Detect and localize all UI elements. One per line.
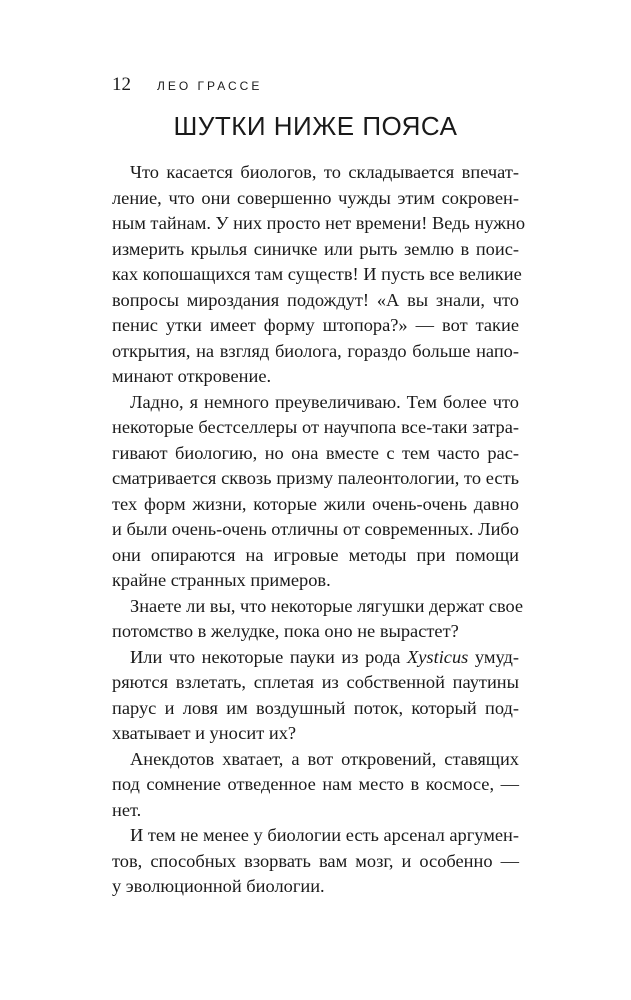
paragraph-6 — [112, 823, 519, 900]
page-header — [112, 74, 262, 98]
text-line: потомство в желудке, пока оно не вырастет? — [112, 621, 459, 641]
running-head: ЛЕО ГРАССЕ — [157, 79, 263, 93]
text-line: пенис утки имеет форму штопора?» — вот такие — [112, 315, 519, 335]
paragraph-2 — [112, 390, 519, 594]
text-run: Или что некоторые пауки из рода — [130, 646, 408, 667]
text-line: И тем не менее у биологии есть арсенал аргумен- — [130, 825, 519, 845]
paragraph-5 — [112, 747, 519, 824]
text-line: некоторые бестселлеры от научпопа все-таки затра- — [112, 417, 519, 437]
text-line: под сомнение отведенное нам место в космосе, — — [112, 774, 519, 794]
text-line: тов, способных взорвать вам мозг, и особенно — — [112, 850, 519, 871]
text-run: умуд- — [468, 646, 519, 667]
text-line: они опираются на игровые методы при помощи — [112, 544, 519, 565]
text-line: Ладно, я немного преувеличиваю. Тем более что — [130, 391, 519, 412]
text-line: и были очень-очень отличны от современных. Либо — [112, 519, 519, 539]
text-line: нет. — [112, 799, 142, 820]
page-number: 12 — [112, 74, 131, 95]
paragraph-1 — [112, 160, 526, 390]
text-line: у эволюционной биологии. — [112, 876, 325, 896]
text-line: гивают биологию, но она вместе с тем часто рас- — [112, 442, 519, 463]
text-line: измерить крылья синичке или рыть землю в поис- — [112, 238, 519, 259]
body-text — [112, 160, 526, 900]
paragraph-3 — [112, 594, 524, 645]
text-line: вопросы мироздания подождут! «А вы знали, что — [112, 289, 519, 310]
genus-name: Xysticus — [407, 646, 469, 667]
text-line: тех форм жизни, которые жили очень-очень давно — [112, 493, 519, 514]
text-line: Что касается биологов, то складывается впечат- — [130, 162, 519, 182]
text-line: хватывает и уносит их? — [112, 723, 297, 743]
text-line: сматривается сквозь призму палеонтологии, то есть — [112, 468, 519, 488]
chapter-title: ШУТКИ НИЖЕ ПОЯСА — [173, 111, 458, 141]
text-line-mixed — [112, 645, 519, 671]
text-line: ным тайнам. У них просто нет времени! Ведь нужно — [112, 213, 526, 233]
text-line: парус и ловя им воздушный поток, который под- — [112, 697, 519, 718]
text-line: крайне странных примеров. — [112, 570, 331, 590]
text-line: Знаете ли вы, что некоторые лягушки держат свое — [130, 595, 524, 616]
text-line: минают откровение. — [112, 366, 272, 386]
text-line: ление, что они совершенно чужды этим сокровен- — [112, 187, 519, 208]
text-line: ряются взлетать, сплетая из собственной паутины — [112, 672, 519, 692]
text-line: Анекдотов хватает, а вот откровений, ставящих — [130, 748, 519, 769]
text-line: открытия, на взгляд биолога, гораздо больше напо- — [112, 340, 519, 361]
text-line: ках копошащихся там существ! И пусть все великие — [112, 264, 522, 284]
paragraph-4 — [112, 645, 519, 747]
